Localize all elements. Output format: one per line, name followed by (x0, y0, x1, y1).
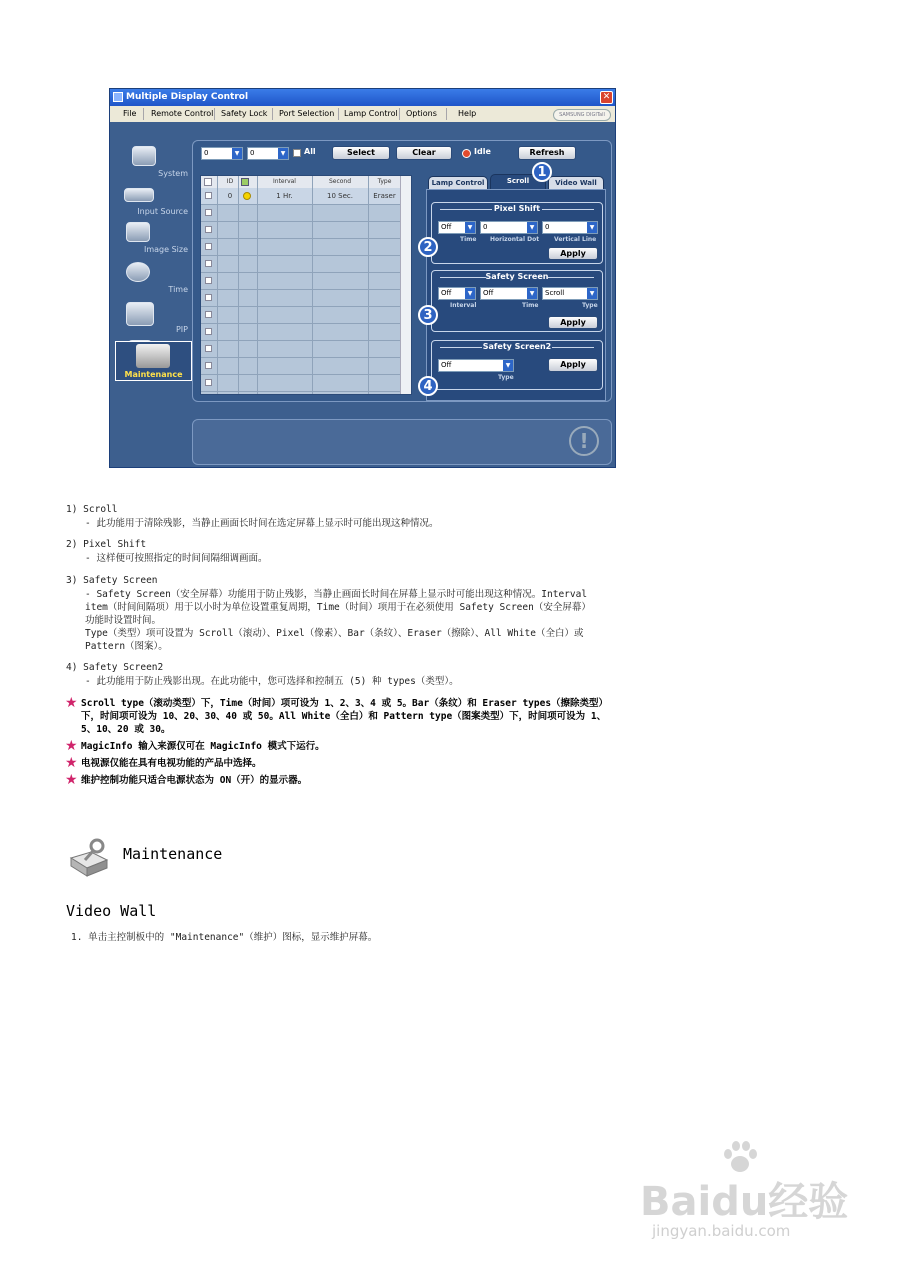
status-indicator-icon (462, 149, 471, 158)
status-panel (192, 419, 612, 465)
display-id-start-select[interactable] (201, 147, 243, 160)
sidebar-item-label: PIP (175, 325, 188, 334)
safety-type-select[interactable] (542, 287, 598, 300)
sidebar-item-time[interactable] (114, 260, 190, 296)
table-row[interactable] (201, 188, 401, 205)
callout-badge-1: 1 (532, 162, 552, 182)
chevron-down-icon: ▼ (465, 222, 475, 233)
row-second: 10 Sec. (327, 192, 353, 200)
item-3-line: Type（类型）项可设置为 Scroll（滚动）、Pixel（像素）、Bar（条纹）、Eraser（擦除）、All White（全白）或 (85, 628, 584, 639)
clear-button[interactable]: Clear (396, 146, 452, 160)
row-checkbox[interactable] (205, 226, 212, 233)
row-checkbox[interactable] (205, 328, 212, 335)
item-2-line: - 这样便可按照指定的时间间隔细调画面。 (85, 553, 268, 564)
star-note-icon: ★ (65, 772, 78, 788)
note-3-line: 电视源仅能在具有电视功能的产品中选择。 (81, 758, 262, 769)
table-row[interactable] (201, 256, 401, 273)
header-interval: Interval (273, 178, 296, 185)
row-checkbox[interactable] (205, 345, 212, 352)
brand-logo: SAMSUNG DIGITall (553, 109, 611, 121)
step-1: 1. 单击主控制板中的 "Maintenance"（维护）图标，显示维护屏幕。 (71, 932, 378, 943)
table-row[interactable] (201, 222, 401, 239)
pip-icon (126, 302, 154, 326)
column-divider (217, 176, 218, 394)
title-bar[interactable] (110, 89, 615, 106)
watermark (640, 1140, 860, 1250)
row-checkbox[interactable] (205, 311, 212, 318)
mdc-window (109, 88, 616, 468)
pixel-shift-group (431, 202, 603, 264)
combo-value: Off (441, 223, 452, 231)
section-title: Maintenance (123, 845, 223, 863)
safety-time-select[interactable] (480, 287, 538, 300)
refresh-button[interactable]: Refresh (518, 146, 576, 160)
horizontal-dot-select[interactable] (480, 221, 538, 234)
input-source-icon (124, 188, 154, 202)
header-checkbox[interactable] (204, 178, 212, 186)
maintenance-icon (136, 344, 170, 368)
item-1-line: - 此功能用于清除残影，当静止画面长时间在选定屏幕上显示时可能出现这种情况。 (85, 518, 439, 529)
chevron-down-icon: ▼ (278, 148, 288, 159)
display-table (200, 175, 412, 395)
sidebar-item-image-size[interactable] (114, 220, 190, 256)
sidebar-item-label: Input Source (137, 207, 188, 216)
row-type: Eraser (373, 192, 396, 200)
row-checkbox[interactable] (205, 277, 212, 284)
chevron-down-icon: ▼ (232, 148, 242, 159)
app-icon (113, 92, 123, 102)
combo-value: 0 (545, 223, 550, 231)
row-id: 0 (227, 192, 233, 200)
sidebar-item-label: System (158, 169, 188, 178)
row-checkbox[interactable] (205, 362, 212, 369)
status-label: Idle (474, 147, 491, 156)
tab-lamp-control[interactable]: Lamp Control (428, 176, 488, 190)
vertical-line-label: Vertical Line (554, 236, 597, 243)
chevron-down-icon: ▼ (465, 288, 475, 299)
callout-badge-3: 3 (418, 305, 438, 325)
table-row[interactable] (201, 341, 401, 358)
menu-separator (272, 108, 273, 120)
sidebar-item-system[interactable] (114, 144, 190, 180)
clock-icon (126, 262, 150, 282)
safety-screen2-title: Safety Screen2 (482, 342, 552, 351)
menu-remote-control[interactable]: Remote Control (151, 109, 214, 118)
time-label: Time (460, 236, 477, 243)
safety-screen-title: Safety Screen (485, 272, 549, 281)
tab-scroll[interactable]: Scroll (490, 174, 546, 190)
sidebar-item-label: Image Size (143, 245, 188, 254)
note-1-line: Scroll type（滚动类型）下，Time（时间）项可设为 1、2、3、4 或 5。Bar（条纹）和 Eraser types（擦除类型） (81, 698, 609, 709)
chevron-down-icon: ▼ (527, 222, 537, 233)
window-title: Multiple Display Control (126, 92, 249, 102)
row-checkbox[interactable] (205, 209, 212, 216)
camera-icon (132, 146, 156, 166)
menu-separator (399, 108, 400, 120)
combo-value: Scroll (545, 289, 565, 297)
maintenance-icon (67, 838, 111, 878)
watermark-sub: jingyan.baidu.com (652, 1222, 791, 1240)
item-1-heading: 1) Scroll (66, 504, 118, 515)
all-checkbox[interactable] (293, 149, 301, 157)
header-id: ID (226, 178, 234, 185)
close-button[interactable]: ✕ (600, 91, 613, 104)
subsection-title: Video Wall (66, 902, 157, 920)
item-4-line: - 此功能用于防止残影出现。在此功能中，您可选择和控制五 (5) 种 types（类型）。 (85, 676, 459, 687)
row-checkbox[interactable] (205, 294, 212, 301)
item-2-heading: 2) Pixel Shift (66, 539, 147, 550)
interval-label: Interval (450, 302, 477, 309)
safety-screen-group (431, 270, 603, 332)
combo-value: 0 (250, 149, 255, 157)
combo-value: 0 (483, 223, 488, 231)
row-checkbox[interactable] (205, 379, 212, 386)
table-row[interactable] (201, 273, 401, 290)
row-checkbox[interactable] (205, 260, 212, 267)
type-label: Type (582, 302, 598, 309)
table-row[interactable] (201, 307, 401, 324)
row-checkbox[interactable] (205, 192, 212, 199)
chevron-down-icon: ▼ (503, 360, 513, 371)
sidebar-item-maintenance[interactable] (115, 341, 192, 381)
menu-options[interactable]: Options (406, 109, 437, 118)
note-4-line: 维护控制功能只适合电源状态为 ON（开）的显示器。 (81, 775, 308, 786)
table-scrollbar[interactable] (400, 176, 411, 394)
header-type: Type (377, 178, 392, 185)
note-2-line: MagicInfo 输入来源仅可在 MagicInfo 模式下运行。 (81, 741, 325, 752)
pixel-shift-title: Pixel Shift (493, 204, 541, 213)
pixel-shift-apply-button[interactable]: Apply (548, 247, 598, 260)
menu-safety-lock[interactable]: Safety Lock (221, 109, 268, 118)
menu-lamp-control[interactable]: Lamp Control (344, 109, 398, 118)
callout-badge-4: 4 (418, 376, 438, 396)
time-label: Time (522, 302, 539, 309)
chevron-down-icon: ▼ (587, 288, 597, 299)
note-1-line: 下，时间项可设为 10、20、30、40 或 50。All White（全白）和 Pattern type（图案类型）下，时间项可设为 1、 (81, 711, 607, 722)
menu-separator (214, 108, 215, 120)
menu-separator (143, 108, 144, 120)
image-size-icon (126, 222, 150, 242)
note-1-line: 5、10、20 或 30。 (81, 724, 171, 735)
vertical-line-select[interactable] (542, 221, 598, 234)
paw-icon (720, 1140, 760, 1174)
info-icon: ! (569, 426, 599, 456)
callout-badge-2: 2 (418, 237, 438, 257)
menu-help[interactable]: Help (458, 109, 477, 118)
select-button[interactable]: Select (332, 146, 390, 160)
safety2-type-select[interactable] (438, 359, 514, 372)
item-3-line: item（时间间隔项）用于以小时为单位设置重复周期，Time（时间）项用于在必须使用 Safety Screen（安全屏幕） (85, 602, 591, 613)
item-3-line: Pattern（图案）。 (85, 641, 168, 652)
menu-file[interactable]: File (123, 109, 137, 118)
type-label: Type (498, 374, 514, 381)
item-3-heading: 3) Safety Screen (66, 575, 158, 586)
column-divider (312, 176, 313, 394)
item-3-line: - Safety Screen（安全屏幕）功能用于防止残影，当静止画面长时间在屏幕上显示时可能出现这种情况。Interval (85, 589, 588, 600)
sidebar-item-label: Maintenance (124, 370, 183, 379)
combo-value: 0 (204, 149, 209, 157)
scroll-settings-pane (426, 189, 606, 401)
pixel-shift-time-select[interactable] (438, 221, 476, 234)
table-row[interactable] (201, 375, 401, 392)
column-divider (257, 176, 258, 394)
header-status-icon (241, 178, 249, 186)
table-row[interactable] (201, 290, 401, 307)
safety-screen-apply-button[interactable]: Apply (548, 316, 598, 329)
menu-port-selection[interactable]: Port Selection (279, 109, 335, 118)
star-note-icon: ★ (65, 695, 78, 711)
display-id-end-select[interactable] (247, 147, 289, 160)
watermark-main: Baidu经验 (640, 1179, 849, 1225)
all-label: All (304, 147, 316, 156)
table-row[interactable] (201, 239, 401, 256)
column-divider (238, 176, 239, 394)
combo-value: Off (441, 361, 452, 369)
menu-bar (110, 106, 615, 122)
safety-interval-select[interactable] (438, 287, 476, 300)
safety-screen2-group (431, 340, 603, 390)
sidebar-item-pip[interactable] (114, 300, 190, 336)
star-note-icon: ★ (65, 755, 78, 771)
item-4-heading: 4) Safety Screen2 (66, 662, 164, 673)
sidebar-item-input-source[interactable] (114, 182, 190, 218)
row-interval: 1 Hr. (276, 192, 293, 200)
row-checkbox[interactable] (205, 243, 212, 250)
chevron-down-icon: ▼ (527, 288, 537, 299)
table-row[interactable] (201, 205, 401, 222)
status-dot-icon (243, 192, 251, 200)
chevron-down-icon: ▼ (587, 222, 597, 233)
sidebar (110, 122, 196, 468)
star-note-icon: ★ (65, 738, 78, 754)
combo-value: Off (483, 289, 494, 297)
item-3-line: 功能时设置时间。 (85, 615, 162, 626)
table-row[interactable] (201, 358, 401, 375)
header-second: Second (328, 178, 352, 185)
table-row[interactable] (201, 324, 401, 341)
menu-separator (446, 108, 447, 120)
menu-separator (338, 108, 339, 120)
horizontal-dot-label: Horizontal Dot (490, 236, 540, 243)
safety-screen2-apply-button[interactable]: Apply (548, 358, 598, 372)
column-divider (368, 176, 369, 394)
sidebar-item-label: Time (168, 285, 188, 294)
combo-value: Off (441, 289, 452, 297)
tab-video-wall[interactable]: Video Wall (548, 176, 604, 190)
